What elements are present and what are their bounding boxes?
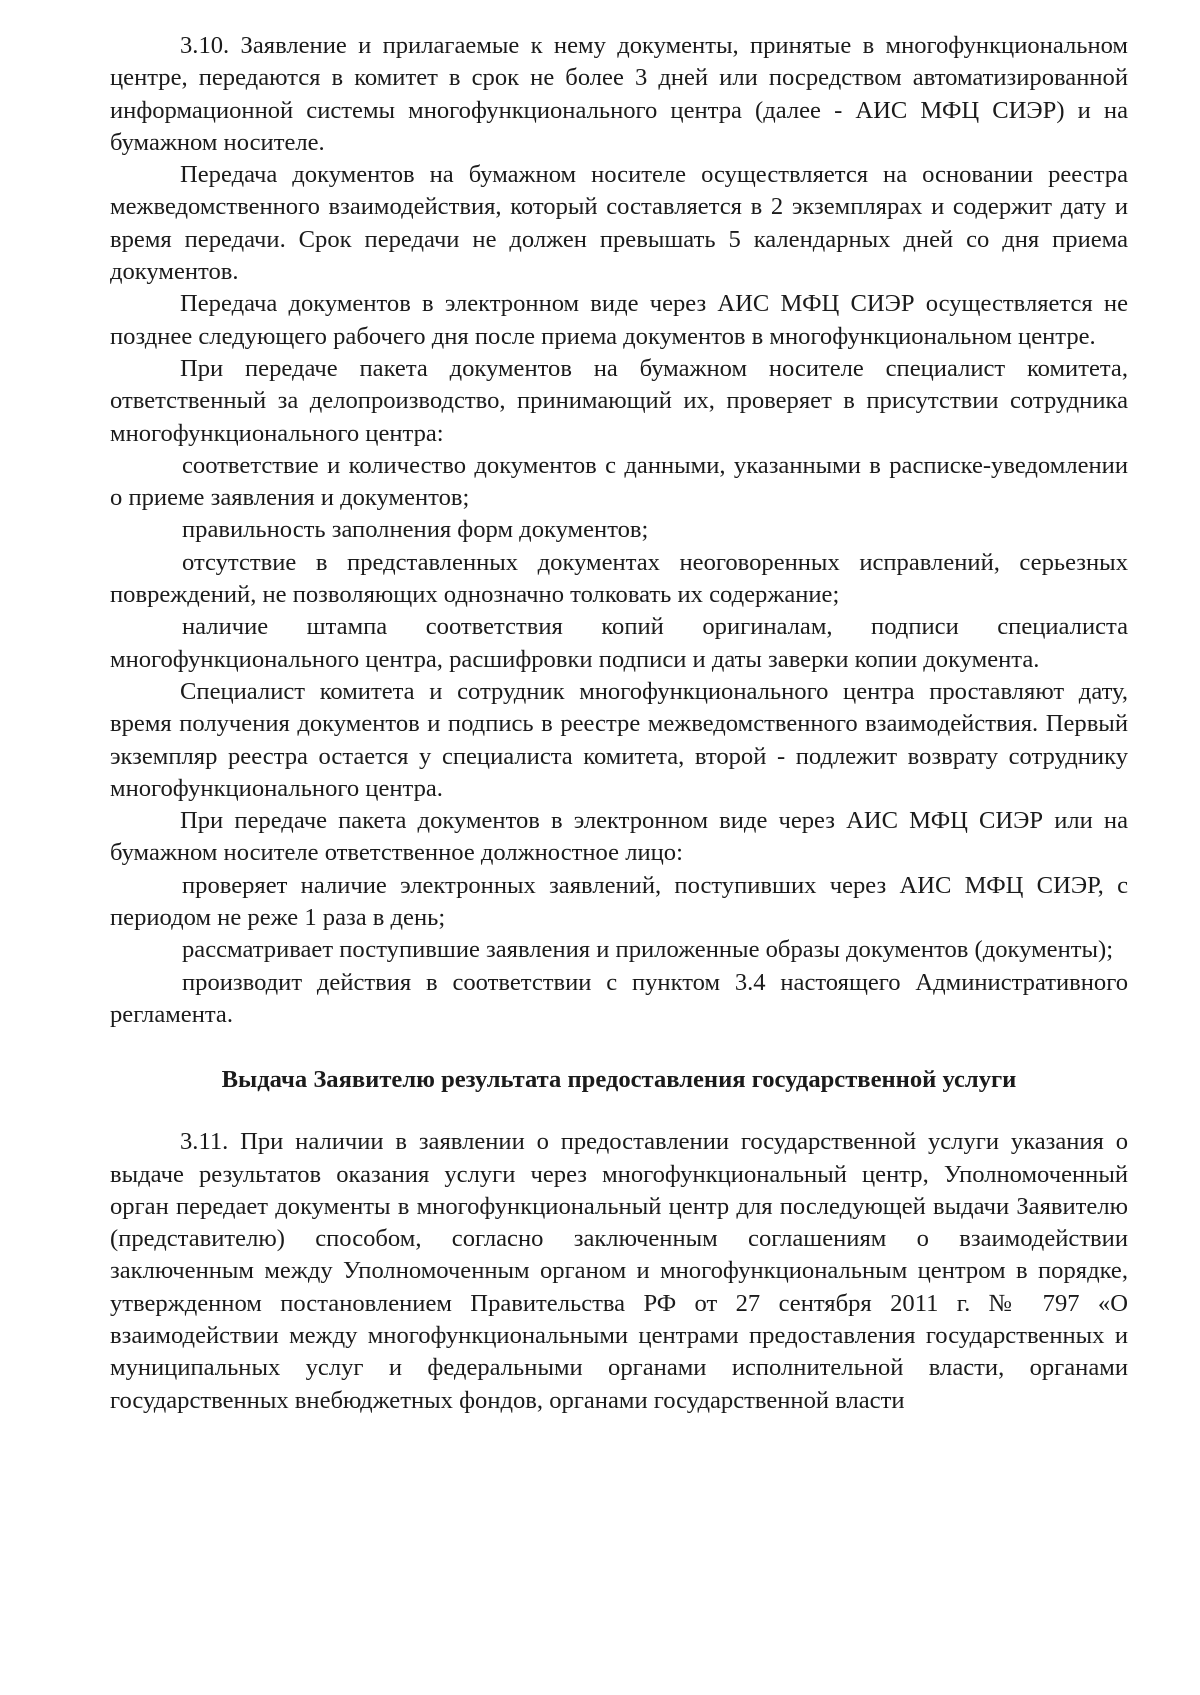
document-page (110, 30, 1128, 1417)
body-paragraph: 3.11. При наличии в заявлении о предоставлении государственной услуги указания о выдаче результатов оказания услуги через многофункциональный центр, Уполномоченный орган передает документы в многофункциональный центр для последующей выдачи Заявителю (представителю) способом, согласно заключенным соглашениям о взаимодействии заключенным между Уполномоченным органом и многофункциональным центром в порядке, утвержденном постановлением Правительства РФ от 27 сентября 2011 г. № 797 «О взаимодействии между многофункциональными центрами предоставления государственных и муниципальных услуг и федеральными органами исполнительной власти, органами государственных внебюджетных фондов, органами государственной власти (110, 1128, 1128, 1414)
list-item-paragraph: производит действия в соответствии с пунктом 3.4 настоящего Административного регламента. (110, 968, 1128, 1028)
body-paragraph: 3.10. Заявление и прилагаемые к нему документы, принятые в многофункциональном центре, передаются в комитет в срок не более 3 дней или посредством автоматизированной информационной системы многофункционального центра (далее - АИС МФЦ СИЭР) и на бумажном носителе. (110, 32, 1128, 156)
list-item-paragraph: правильность заполнения форм документов; (182, 516, 649, 544)
body-paragraph: Передача документов на бумажном носителе осуществляется на основании реестра межведомственного взаимодействия, который составляется в 2 экземплярах и содержит дату и время передачи. Срок передачи не должен превышать 5 календарных дней со дня приема документов. (110, 161, 1128, 286)
paragraphs-before-heading (110, 30, 1128, 1031)
paragraphs-after-heading (110, 1126, 1128, 1417)
section-heading: Выдача Заявителю результата предоставления государственной услуги (221, 1066, 1017, 1094)
body-paragraph: При передаче пакета документов на бумажном носителе специалист комитета, ответственный за делопроизводство, принимающий их, проверяет в присутствии сотрудника многофункционального центра: (110, 354, 1128, 447)
list-item-paragraph: наличие штампа соответствия копий оригиналам, подписи специалиста многофункционального центра, расшифровки подписи и даты заверки копии документа. (110, 613, 1128, 673)
body-paragraph: При передаче пакета документов в электронном виде через АИС МФЦ СИЭР или на бумажном носителе ответственное должностное лицо: (110, 807, 1128, 867)
list-item-paragraph: соответствие и количество документов с данными, указанными в расписке-уведомлении о приеме заявления и документов; (110, 451, 1128, 512)
list-item-paragraph: рассматривает поступившие заявления и приложенные образы документов (документы); (182, 936, 1114, 964)
list-item-paragraph: отсутствие в представленных документах неоговоренных исправлений, серьезных повреждений, не позволяющих однозначно толковать их содержание; (110, 548, 1128, 609)
list-item-paragraph: проверяет наличие электронных заявлений, поступивших через АИС МФЦ СИЭР, с периодом не реже 1 раза в день; (110, 871, 1128, 932)
body-paragraph: Передача документов в электронном виде через АИС МФЦ СИЭР осуществляется не позднее следующего рабочего дня после приема документов в многофункциональном центре. (110, 290, 1128, 350)
body-paragraph: Специалист комитета и сотрудник многофункционального центра проставляют дату, время получения документов и подпись в реестре межведомственного взаимодействия. Первый экземпляр реестра остается у специалиста комитета, второй - подлежит возврату сотруднику многофункционального центра. (110, 677, 1128, 802)
